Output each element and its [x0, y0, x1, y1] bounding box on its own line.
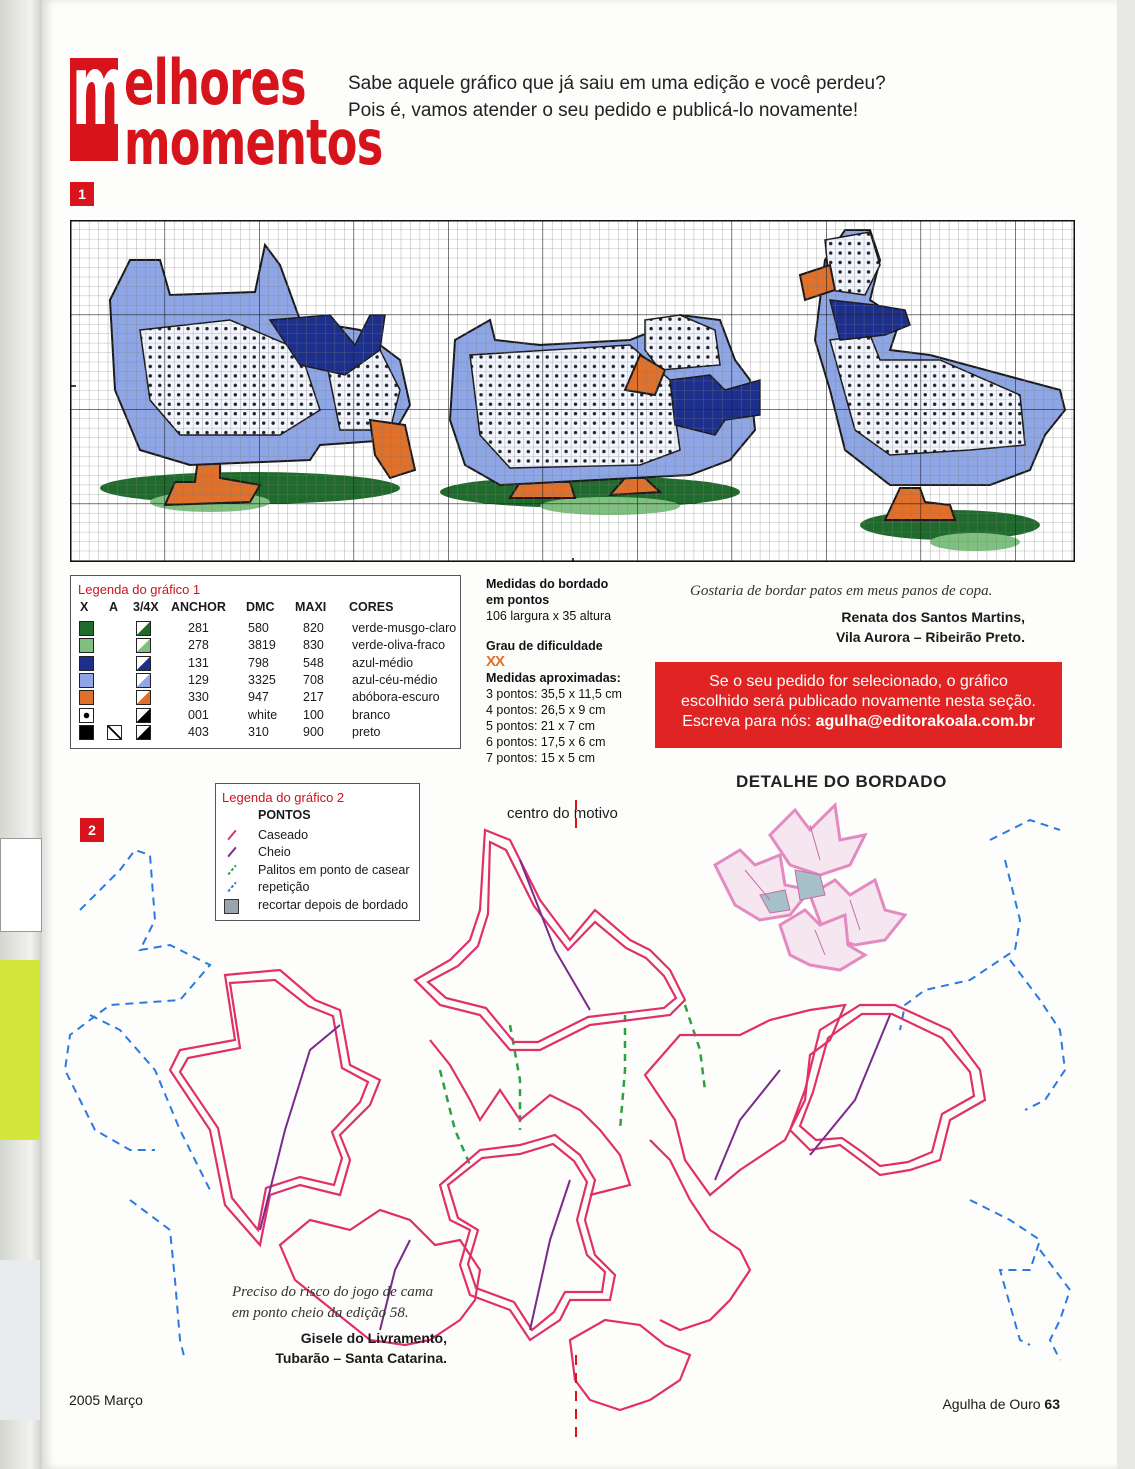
submission-callout	[655, 662, 1062, 748]
legend-2-item: Cheio	[258, 845, 291, 859]
footer-magazine	[942, 1396, 1060, 1412]
dmc-code: 947	[248, 690, 269, 705]
intro-text	[348, 70, 886, 124]
dmc-code: 3819	[248, 638, 276, 653]
spine-box	[0, 838, 42, 932]
legend-2-item: recortar depois de bordado	[258, 898, 409, 912]
reader-signature-1	[836, 607, 1025, 647]
anchor-code: 001	[188, 707, 209, 722]
magazine-spine	[0, 0, 44, 1469]
color-name: verde-oliva-fraco	[352, 638, 446, 653]
footer-title: Agulha de Ouro	[942, 1396, 1041, 1412]
dmc-code: 798	[248, 655, 269, 670]
legend-header-x: X	[80, 600, 89, 614]
full-stitch-swatch	[79, 638, 94, 653]
three-quarter-stitch-swatch	[136, 656, 151, 671]
color-name: branco	[352, 707, 391, 722]
full-stitch-swatch	[79, 725, 94, 740]
three-quarter-stitch-swatch	[136, 690, 151, 705]
color-name: preto	[352, 724, 381, 739]
color-name: abóbora-escuro	[352, 690, 440, 705]
callout-line-2: escolhido será publicado novamente nesta seção.	[681, 693, 1036, 710]
legend-2-subtitle: PONTOS	[258, 808, 311, 822]
reader-name-2: Gisele do Livramento,	[300, 1330, 447, 1346]
maxi-code: 830	[303, 638, 324, 653]
spine-yellow-strip	[0, 960, 40, 1140]
legend-row	[71, 707, 460, 724]
three-quarter-stitch-swatch	[136, 708, 151, 723]
three-quarter-stitch-swatch	[136, 673, 151, 688]
quote-2-line-2: em ponto cheio da edição 58.	[232, 1305, 409, 1321]
legend-row	[71, 724, 460, 741]
measures-block	[486, 576, 622, 766]
color-name: verde-musgo-claro	[352, 621, 457, 635]
anchor-code: 131	[188, 655, 209, 670]
palitos-lines	[440, 1005, 705, 1165]
anchor-code: 281	[188, 621, 209, 635]
measures-size: 106 largura x 35 altura	[486, 609, 612, 623]
page-number: 63	[1044, 1396, 1060, 1412]
chart-1-legend	[70, 575, 461, 749]
dmc-code: 3325	[248, 672, 276, 687]
maxi-code: 900	[303, 724, 324, 739]
approx-item: 4 pontos: 26,5 x 9 cm	[486, 703, 606, 717]
logo-initial: m	[72, 34, 129, 148]
reader-name-1: Renata dos Santos Martins,	[841, 609, 1025, 625]
legend-2-item: repetição	[258, 880, 310, 894]
color-name: azul-céu-médio	[352, 672, 438, 687]
anchor-code: 278	[188, 638, 209, 653]
dmc-code: white	[248, 707, 278, 722]
intro-line-2: Pois é, vamos atender o seu pedido e publicá-lo novamente!	[348, 100, 859, 121]
center-label: centro do motivo	[507, 805, 618, 822]
three-quarter-stitch-swatch	[136, 638, 151, 653]
reader-request-quote-2	[232, 1282, 433, 1324]
full-stitch-swatch	[79, 708, 94, 723]
backstitch-swatch	[107, 725, 122, 740]
embroidery-pattern	[50, 800, 1100, 1440]
legend-row	[71, 620, 460, 637]
detail-title: DETALHE DO BORDADO	[736, 772, 947, 791]
three-quarter-stitch-swatch	[136, 621, 151, 636]
intro-line-1: Sabe aquele gráfico que já saiu em uma edição e você perdeu?	[348, 73, 886, 94]
three-quarter-stitch-swatch	[136, 725, 151, 740]
callout-email[interactable]: agulha@editorakoala.com.br	[815, 713, 1035, 730]
approx-item: 5 pontos: 21 x 7 cm	[486, 719, 596, 733]
reader-place-1: Vila Aurora – Ribeirão Preto.	[835, 629, 1025, 645]
reader-signature-2	[262, 1328, 447, 1368]
chart-1-badge: 1	[70, 182, 94, 206]
difficulty-label: Grau de dificuldade	[486, 639, 603, 653]
reader-place-2: Tubarão – Santa Catarina.	[275, 1350, 447, 1366]
full-stitch-swatch	[79, 673, 94, 688]
legend-2-item: Caseado	[258, 828, 309, 842]
full-stitch-swatch	[79, 621, 94, 636]
repetition-outlines	[65, 820, 1070, 1360]
callout-line-1: Se o seu pedido for selecionado, o gráfico	[709, 673, 1008, 690]
chart-2-badge: 2	[80, 818, 104, 842]
dmc-code: 310	[248, 724, 269, 739]
legend-header-a: A	[109, 600, 119, 614]
approx-item: 6 pontos: 17,5 x 6 cm	[486, 735, 606, 749]
legend-header-anchor: ANCHOR	[171, 600, 226, 614]
approx-item: 7 pontos: 15 x 5 cm	[486, 751, 596, 765]
legend-header-three-quarter: 3/4X	[133, 600, 159, 614]
legend-row	[71, 689, 460, 706]
spine-strip	[0, 1260, 40, 1420]
legend-1-title: Legenda do gráfico 1	[78, 582, 201, 597]
measures-title-line-1: Medidas do bordado	[486, 577, 609, 591]
color-name: azul-médio	[352, 655, 414, 670]
maxi-code: 820	[303, 621, 324, 635]
maxi-code: 100	[303, 707, 324, 722]
anchor-code: 129	[188, 672, 209, 687]
cross-stitch-chart	[70, 220, 1075, 562]
logo-line-2: momentos	[124, 106, 383, 179]
legend-row	[71, 637, 460, 654]
legend-row	[71, 655, 460, 672]
legend-header-maxi: MAXI	[295, 600, 327, 614]
legend-row	[71, 672, 460, 689]
legend-header-cores: CORES	[349, 600, 394, 614]
cheio-veins	[260, 860, 890, 1330]
dmc-code: 580	[248, 621, 269, 635]
legend-2-item: Palitos em ponto de casear	[258, 863, 410, 877]
reader-request-quote-1: Gostaria de bordar patos em meus panos de copa.	[690, 583, 993, 599]
full-stitch-swatch	[79, 656, 94, 671]
quote-2-line-1: Preciso do risco do jogo de cama	[232, 1284, 434, 1300]
measures-title-line-2: em pontos	[486, 593, 550, 607]
footer-date: 2005 Março	[69, 1392, 143, 1408]
approx-label: Medidas aproximadas:	[486, 671, 621, 685]
legend-2-title: Legenda do gráfico 2	[222, 790, 345, 805]
callout-prefix: Escreva para nós:	[682, 713, 816, 730]
legend-header-dmc: DMC	[246, 600, 275, 614]
maxi-code: 548	[303, 655, 324, 670]
approx-item: 3 pontos: 35,5 x 11,5 cm	[486, 687, 622, 701]
anchor-code: 403	[188, 724, 209, 739]
full-stitch-swatch	[79, 690, 94, 705]
difficulty-mark: XX	[486, 653, 505, 670]
logo-line-1: elhores	[124, 46, 306, 119]
callout-line-3	[655, 712, 1062, 732]
anchor-code: 330	[188, 690, 209, 705]
maxi-code: 708	[303, 672, 324, 687]
maxi-code: 217	[303, 690, 324, 705]
